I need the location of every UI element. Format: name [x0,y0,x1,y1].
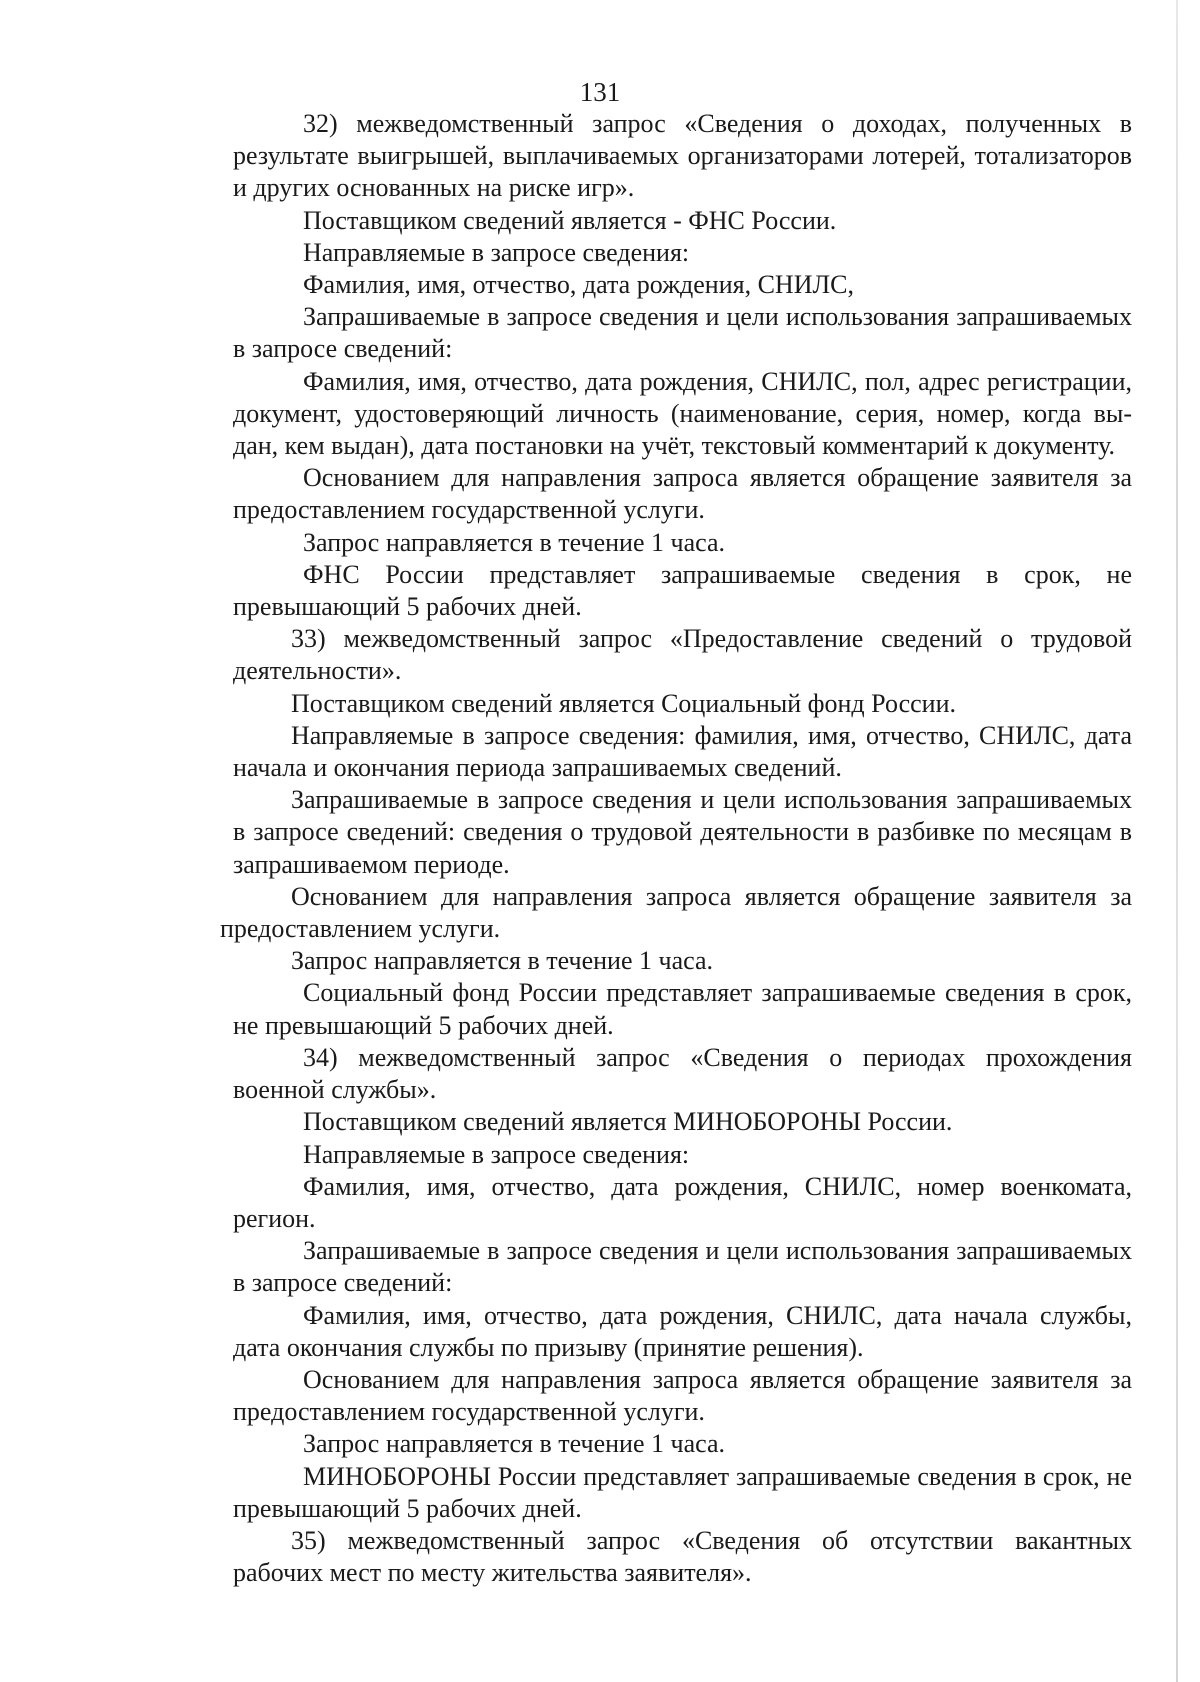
paragraph-sent-data: Направляемые в запросе сведения: фамилия, имя, отчество, СНИЛС, дата начала и окончания периода запрашиваемых сведений. [233,720,1132,783]
paragraph-timing: Запрос направляется в течение 1 часа. [303,1429,726,1459]
paragraph-sent-fields: Фамилия, имя, отчество, дата рождения, СНИЛС, номер военкомата, регион. [233,1171,1132,1233]
paragraph-timing: Запрос направляется в течение 1 часа. [291,946,714,976]
paragraph-timing: Запрос направляется в течение 1 часа. [303,527,726,557]
paragraph-deadline: ФНС России представляет запрашиваемые сведения в срок, не превышающий 5 рабочих дней. [233,559,1132,622]
paragraph-deadline: Социальный фонд России представляет запрашиваемые сведения в срок, не превышающий 5 рабочих дней. [233,978,1132,1040]
page-number: 131 [579,77,621,107]
paragraph-provider: Поставщиком сведений является - ФНС России. [303,205,837,235]
paragraph-provider: Поставщиком сведений является МИНОБОРОНЫ России. [303,1107,953,1137]
paragraph-requested-fields: Фамилия, имя, отчество, дата рождения, СНИЛС, дата начала службы, дата окончания службы по призыву (принятие решения). [233,1300,1132,1362]
paragraph-basis: Основанием для направления запроса является обращение заявителя за предоставлением государственной услуги. [233,1364,1132,1427]
paragraph-requested-data: Запрашиваемые в запросе сведения и цели использования запрашиваемых в запросе сведений: сведения о трудовой деятельности в разбивке по месяцам в запрашиваемом периоде. [233,785,1132,879]
document-body [220,108,1132,1589]
paragraph-33-title: 33) межведомственный запрос «Предоставление сведений о трудовой деятельности». [233,624,1132,686]
paragraph-deadline: МИНОБОРОНЫ России представляет запрашиваемые сведения в срок, не превышающий 5 рабочих дней. [233,1461,1132,1523]
paragraph-sent-data: Направляемые в запросе сведения: [303,237,690,267]
paragraph-34-title: 34) межведомственный запрос «Сведения о периодах прохождения военной службы». [233,1042,1132,1105]
paragraph-basis: Основанием для направления запроса является обращение заявителя за предоставлением услуги. [220,881,1132,944]
paragraph-requested-fields: Фамилия, имя, отчество, дата рождения, СНИЛС, пол, адрес регистрации, документ, удостоверяющий личность (наименование, серия, номер, когда вы-дан, кем выдан), дата постановки на учёт, текстовый комментарий к документу. [233,366,1132,461]
paragraph-35-title: 35) межведомственный запрос «Сведения об отсутствии вакантных рабочих мест по месту жительства заявителя». [233,1525,1132,1588]
paragraph-provider: Поставщиком сведений является Социальный фонд России. [291,688,957,718]
scan-edge [1176,0,1178,1682]
paragraph-sent-fields: Фамилия, имя, отчество, дата рождения, СНИЛС, [303,270,854,300]
paragraph-32-title: 32) межведомственный запрос «Сведения о доходах, полученных в результате выигрышей, выплачиваемых организаторами лотерей, тотализаторов и других основанных на риске игр». [233,109,1132,203]
paragraph-basis: Основанием для направления запроса является обращение заявителя за предоставлением государственной услуги. [233,463,1132,525]
paragraph-sent-data: Направляемые в запросе сведения: [303,1139,690,1169]
paragraph-requested-data: Запрашиваемые в запросе сведения и цели использования запрашиваемых в запросе сведений: [233,1236,1132,1298]
paragraph-requested-data: Запрашиваемые в запросе сведения и цели использования запрашиваемых в запросе сведений: [233,302,1132,364]
